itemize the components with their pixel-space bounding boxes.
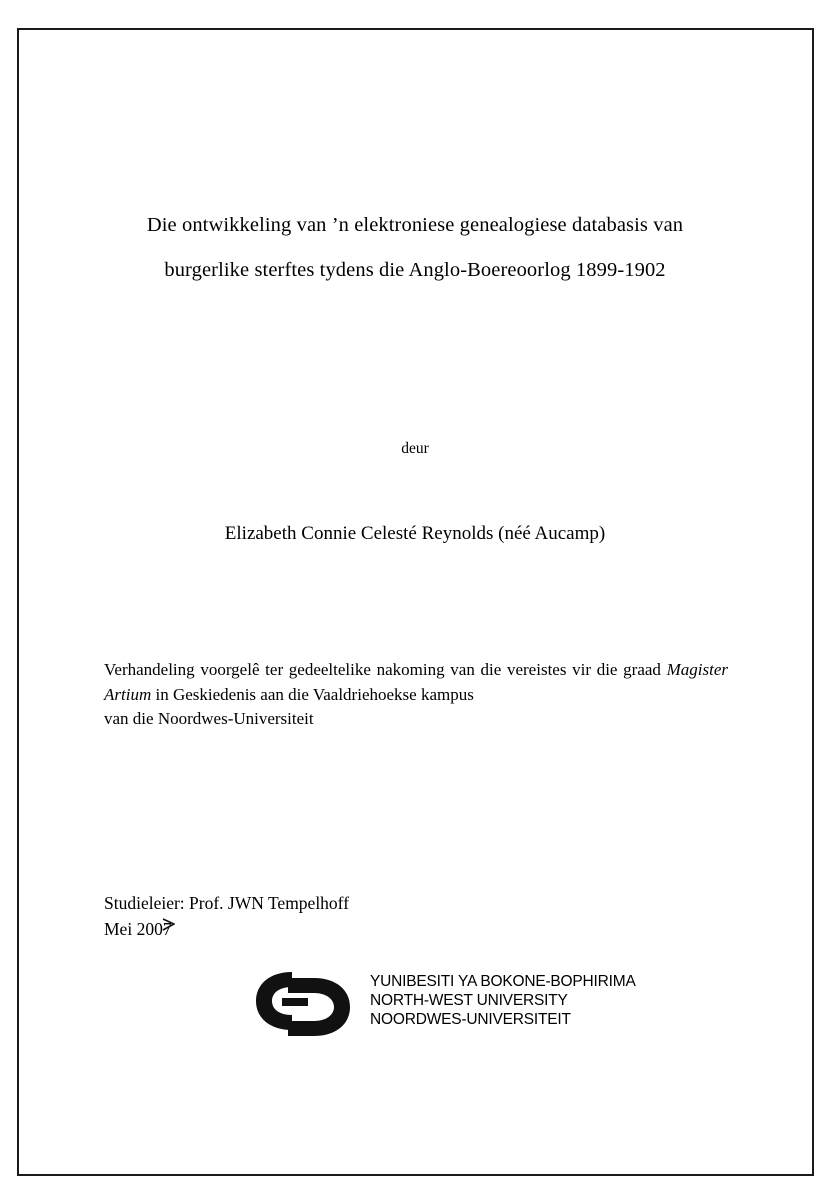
date-value-wrapper [104, 916, 172, 942]
date-value: Mei 2007 [104, 919, 172, 939]
author-name: Elizabeth Connie Celesté Reynolds (néé Aucamp) [224, 523, 606, 544]
statement-part-2: in Geskiedenis aan die Vaaldriehoekse kampus [151, 684, 474, 704]
logo-line-2: NORTH-WEST UNIVERSITY [370, 992, 568, 1009]
statement-degree-italic: Magister Artium [104, 660, 728, 704]
logo-line-3: NOORDWES-UNIVERSITEIT [370, 1011, 571, 1028]
university-logo [252, 968, 672, 1040]
university-logo-text [370, 972, 636, 1029]
title-line-1: Die ontwikkeling van ’n elektroniese genealogiese databasis van [146, 214, 684, 236]
supervisor-and-date [104, 890, 349, 942]
degree-statement [104, 658, 728, 732]
date-line [104, 916, 349, 942]
byline-label: deur [401, 440, 429, 457]
title-line-2: burgerlike sterftes tydens die Anglo-Boereoorlog 1899-1902 [164, 259, 666, 281]
pen-stroke-icon [162, 918, 175, 931]
page-content [100, 28, 730, 1176]
statement-part-3: van die Noordwes-Universiteit [104, 709, 314, 728]
page-title [100, 203, 730, 293]
north-west-university-logo-icon [252, 970, 364, 1038]
logo-line-1: YUNIBESITI YA BOKONE-BOPHIRIMA [370, 973, 636, 990]
statement-part-1: Verhandeling voorgelê ter gedeeltelike nakoming van die vereistes vir die graad [104, 660, 667, 679]
supervisor-line: Studieleier: Prof. JWN Tempelhoff [104, 893, 350, 913]
